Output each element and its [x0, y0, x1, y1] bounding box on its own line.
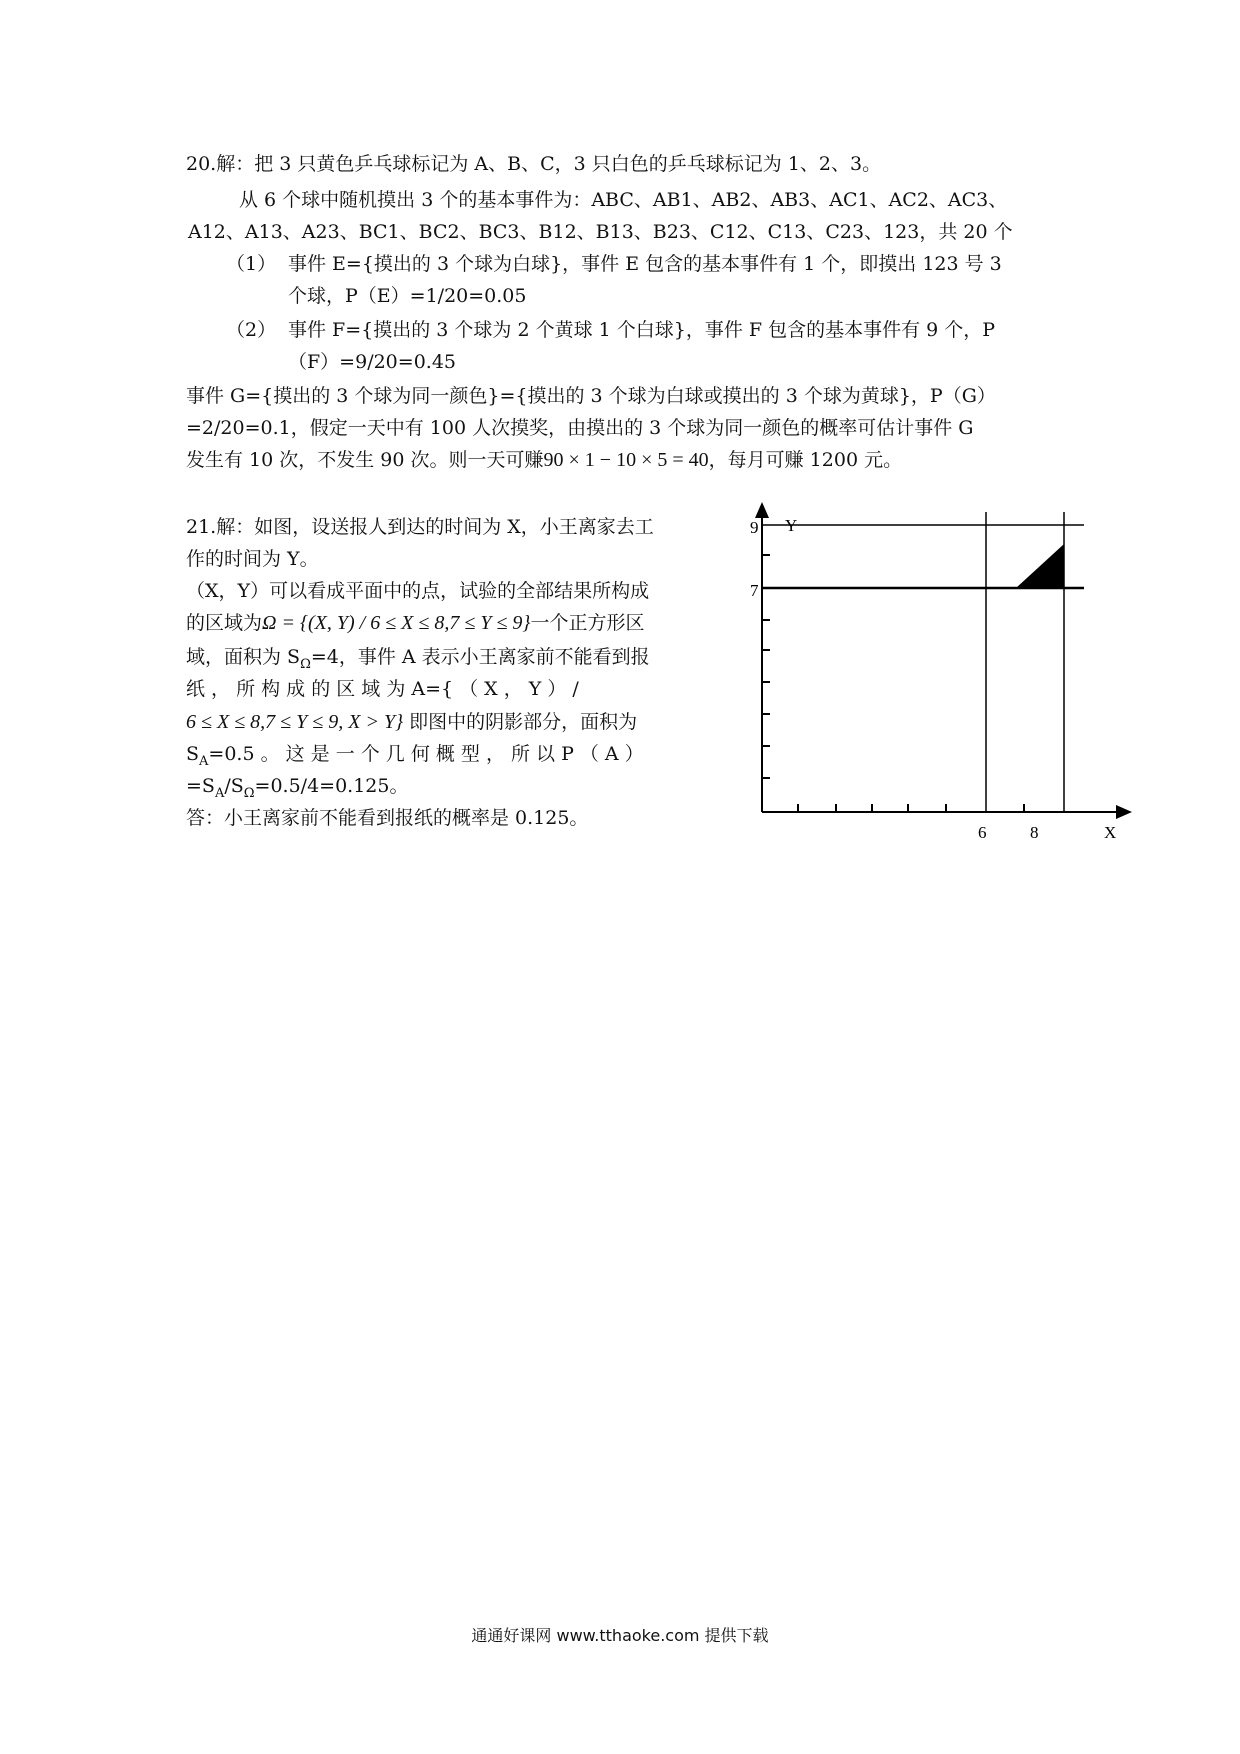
q20-g-line-1: 事件 G={摸出的 3 个球为同一颜色}={摸出的 3 个球为白球或摸出的 3 个球为黄球}，P（G）	[186, 385, 996, 407]
q21-line-5-text-b: =4，事件 A 表示小王离家前不能看到报	[310, 646, 650, 668]
q20-line-1: 20.解：把 3 只黄色乒乓球标记为 A、B、C，3 只白色的乒乓球标记为 1、2、3。	[186, 153, 882, 175]
page-footer: 通通好课网 www.tthaoke.com 提供下载	[471, 1626, 769, 1645]
y-axis-arrow-icon	[755, 502, 769, 518]
x-tick-label-6: 6	[978, 823, 987, 840]
q21-line-7-text-b: 即图中的阴影部分，面积为	[409, 711, 638, 733]
q21-line-2: 作的时间为 Y。	[186, 548, 319, 570]
q20-item-1-line-1: 事件 E={摸出的 3 个球为白球}，事件 E 包含的基本事件有 1 个，即摸出 123 号 3	[288, 253, 1002, 275]
x-axis-label: X	[1104, 823, 1117, 840]
x-axis-arrow-icon	[1116, 805, 1132, 819]
q21-line-1: 21.解：如图，设送报人到达的时间为 X，小王离家去工	[186, 516, 654, 538]
q21-line-4-text-b: 一个正方形区	[530, 612, 645, 634]
q20-item-2-number: （2）	[226, 319, 277, 341]
q21-line-8-text-a: S	[186, 743, 200, 765]
q21-line-4-text-a: 的区域为	[186, 612, 263, 634]
q21-line-9-subscript-1: A	[214, 785, 225, 801]
q21-line-9-subscript-2: Ω	[243, 785, 255, 801]
q21-line-8-text-b: =0.5 。 这 是 一 个 几 何 概 型 ， 所 以 P （ A ）	[208, 743, 644, 765]
y-tick-label-9: 9	[750, 518, 759, 537]
q20-g-line-2: =2/20=0.1，假定一天中有 100 人次摸奖，由摸出的 3 个球为同一颜色的概率可估计事件 G	[186, 417, 974, 439]
q20-item-2-line-1: 事件 F={摸出的 3 个球为 2 个黄球 1 个白球}，事件 F 包含的基本事件有 9 个，P	[288, 319, 996, 341]
q20-profit-formula: 90 × 1 − 10 × 5 = 40	[543, 449, 709, 471]
q21-line-4	[186, 611, 644, 635]
q21-line-3: （X，Y）可以看成平面中的点，试验的全部结果所构成	[186, 580, 650, 602]
q20-item-1-number: （1）	[226, 253, 277, 275]
shaded-region-a	[1016, 544, 1064, 588]
q21-line-8-subscript: A	[199, 753, 209, 769]
q20-item-1-line-2: 个球，P（E）=1/20=0.05	[288, 285, 527, 307]
q21-line-9	[186, 774, 409, 801]
q20-line-3: A12、A13、A23、BC1、BC2、BC3、B12、B13、B23、C12、C13、C23、123，共 20 个	[188, 221, 1013, 243]
q21-line-9-text-b: =0.5/4=0.125。	[254, 775, 409, 797]
q21-line-5-subscript: Ω	[300, 656, 311, 672]
q21-region-a-set: 6 ≤ X ≤ 8,7 ≤ Y ≤ 9, X > Y}	[186, 711, 404, 733]
q20-g-line-3-text-b: ，每月可赚 1200 元。	[708, 449, 903, 471]
y-axis-label: Y	[785, 516, 798, 535]
probability-region-figure	[750, 500, 1150, 840]
q21-answer-line: 答：小王离家前不能看到报纸的概率是 0.125。	[186, 807, 589, 829]
q21-line-9-text-mid: /S	[224, 775, 244, 797]
q21-line-7	[186, 710, 637, 734]
q21-omega-set: Ω = {(X, Y) / 6 ≤ X ≤ 8,7 ≤ Y ≤ 9}	[262, 612, 531, 634]
q21-line-9-text-a: =S	[186, 775, 215, 797]
q21-line-8	[186, 742, 644, 769]
q20-g-line-3-text-a: 发生有 10 次，不发生 90 次。则一天可赚	[186, 449, 544, 471]
q21-line-5-text-a: 域，面积为 S	[186, 646, 301, 668]
q21-line-5	[186, 645, 650, 672]
x-tick-label-8: 8	[1030, 823, 1039, 840]
q20-line-2: 从 6 个球中随机摸出 3 个的基本事件为：ABC、AB1、AB2、AB3、AC1、AC2、AC3、	[239, 189, 1008, 211]
q20-g-line-3	[186, 448, 902, 472]
y-tick-label-7: 7	[750, 581, 759, 600]
q20-item-2-line-2: （F）=9/20=0.45	[288, 351, 456, 373]
x-axis-ticks	[798, 804, 1024, 812]
q21-line-6: 纸 ， 所 构 成 的 区 域 为 A={ （ X ， Y ） /	[186, 678, 579, 700]
